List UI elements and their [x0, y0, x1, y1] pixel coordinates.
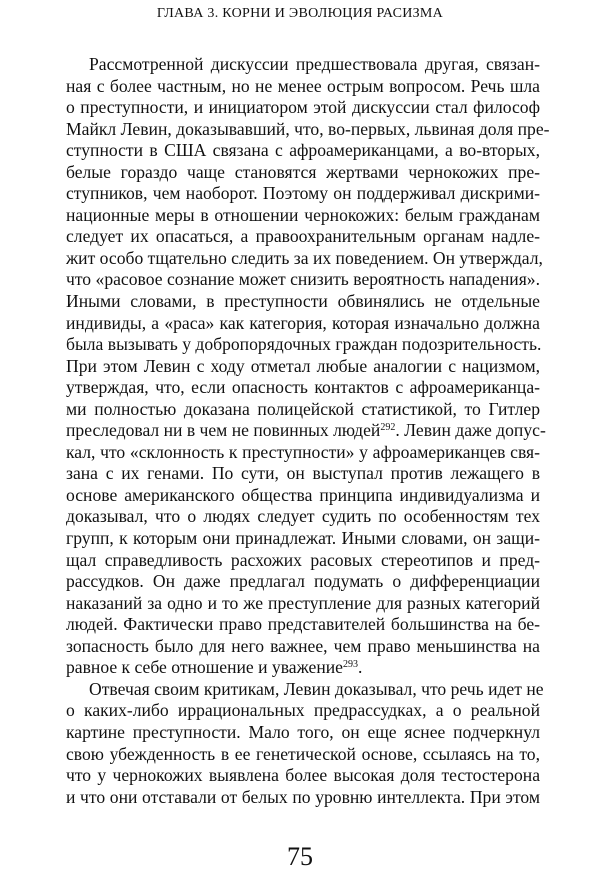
text-line [66, 118, 550, 141]
text-line [66, 485, 540, 507]
text-line [66, 722, 540, 744]
text-line-content: преследовал ни в чем не повинных людей [66, 420, 381, 441]
text-line-content: основе американского общества принципа индивидуализма и [66, 484, 540, 505]
text-line-content: Отвечая своим критикам, Левин доказывал, что речь идет не [89, 678, 544, 699]
text-line-content: щал справедливость расхожих расовых стереотипов и пред- [66, 549, 540, 570]
text-line-tail: . [357, 657, 363, 678]
text-line-content: Майкл Левин, доказывавший, что, во-первых, львиная доля пре- [66, 118, 550, 139]
text-line-content: ступников, чем наоборот. Поэтому он поддерживал дискрими- [66, 183, 540, 204]
text-line [66, 657, 540, 679]
text-line-content: доказывал, что о людях следует судить по особенностям тех [66, 506, 540, 527]
text-line-content: зопасность было для него важнее, чем право меньшинства на [66, 635, 540, 656]
text-line [66, 442, 540, 464]
text-line [66, 571, 540, 593]
text-line [66, 744, 540, 766]
text-line [66, 787, 540, 809]
text-line [66, 334, 540, 356]
text-line [66, 614, 540, 636]
text-line [66, 463, 540, 485]
text-line-content: что у чернокожих выявлена более высокая доля тестостерона [66, 765, 540, 786]
text-line [66, 247, 543, 270]
text-line-content: Рассмотренной дискуссии предшествовала другая, связан- [89, 54, 540, 74]
text-line [66, 377, 540, 399]
text-line [66, 226, 540, 248]
text-line [66, 291, 540, 313]
text-line-content: ми полностью доказана полицейской статистикой, то Гитлер [66, 398, 540, 419]
text-line [66, 636, 540, 658]
text-line [66, 399, 540, 421]
text-line-content: о преступности, и инициатором этой дискуссии стал философ [66, 97, 540, 118]
text-line [66, 356, 540, 378]
text-line [66, 162, 540, 184]
text-line-content: жит особо тщательно следить за их поведением. Он утверждал, [66, 247, 543, 268]
text-line [66, 765, 540, 787]
text-line-content: рассудков. Он даже предлагал подумать о дифференциации [66, 571, 540, 592]
text-line [66, 76, 540, 98]
text-line-content: была вызывать у добропорядочных граждан подозрительность. [66, 334, 542, 355]
text-line-content: белые гораздо чаще становятся жертвами чернокожих пре- [66, 161, 540, 182]
footnote-ref-293[interactable]: 293 [342, 659, 358, 671]
text-line-content: кал, что «склонность к преступности» у афроамериканцев свя- [66, 441, 540, 462]
text-line-content: равное к себе отношение и уважение [66, 657, 343, 678]
text-line [66, 183, 540, 205]
running-header: ГЛАВА 3. КОРНИ И ЭВОЛЮЦИЯ РАСИЗМА [156, 6, 444, 21]
text-line-content: картине преступности. Мало того, он еще яснее подчеркнул [66, 721, 540, 742]
text-line [66, 140, 540, 162]
text-line [66, 528, 540, 550]
text-line [66, 313, 540, 335]
text-line-content: наказаний за одно и то же преступление для разных категорий [66, 592, 540, 613]
text-line-content: людей. Фактически право представителей большинства на бе- [66, 614, 540, 635]
text-line-content: национные меры в отношении чернокожих: белым гражданам [66, 204, 540, 225]
text-line-content: что «расовое сознание может снизить вероятность нападения». [66, 269, 540, 290]
text-line-content: ная с более частным, но не менее острым вопросом. Речь шла [66, 75, 540, 96]
page-number: 75 [287, 842, 313, 871]
text-line-content: и что они отставали от белых по уровню интеллекта. При этом [66, 786, 540, 807]
text-line-content: следует их опасаться, а правоохранительным органам надле- [66, 226, 540, 247]
text-line-content: о каких-либо иррациональных предрассудках, а о реальной [66, 700, 540, 721]
text-line-content: Иными словами, в преступности обвинялись не отдельные [66, 291, 540, 312]
text-line [66, 97, 540, 119]
text-line-content: групп, к которым они принадлежат. Иными словами, он защи- [66, 528, 540, 549]
text-line [66, 506, 540, 528]
text-line-content: При этом Левин с ходу отметал любые аналогии с нацизмом, [66, 355, 540, 376]
text-line [66, 593, 540, 615]
text-line [66, 269, 540, 291]
text-line-content: индивиды, а «раса» как категория, которая изначально должна [66, 312, 540, 333]
footnote-ref-292[interactable]: 292 [380, 422, 396, 434]
text-line [66, 420, 546, 442]
text-line [66, 54, 540, 76]
text-line [66, 550, 540, 572]
text-line-content: утверждая, что, если опасность контактов с афроамериканца- [66, 377, 540, 398]
text-line [66, 700, 540, 722]
text-line-tail: . Левин даже допус- [395, 420, 546, 441]
body-text [66, 54, 550, 808]
text-line [66, 678, 544, 701]
text-line [66, 205, 540, 227]
text-line-content: зана с их генами. По сути, он выступал против лежащего в [66, 463, 540, 484]
text-line-content: свою убежденность в ее генетической основе, ссылаясь на то, [66, 743, 540, 764]
text-line-content: ступности в США связана с афроамериканцами, а во-вторых, [66, 140, 540, 161]
